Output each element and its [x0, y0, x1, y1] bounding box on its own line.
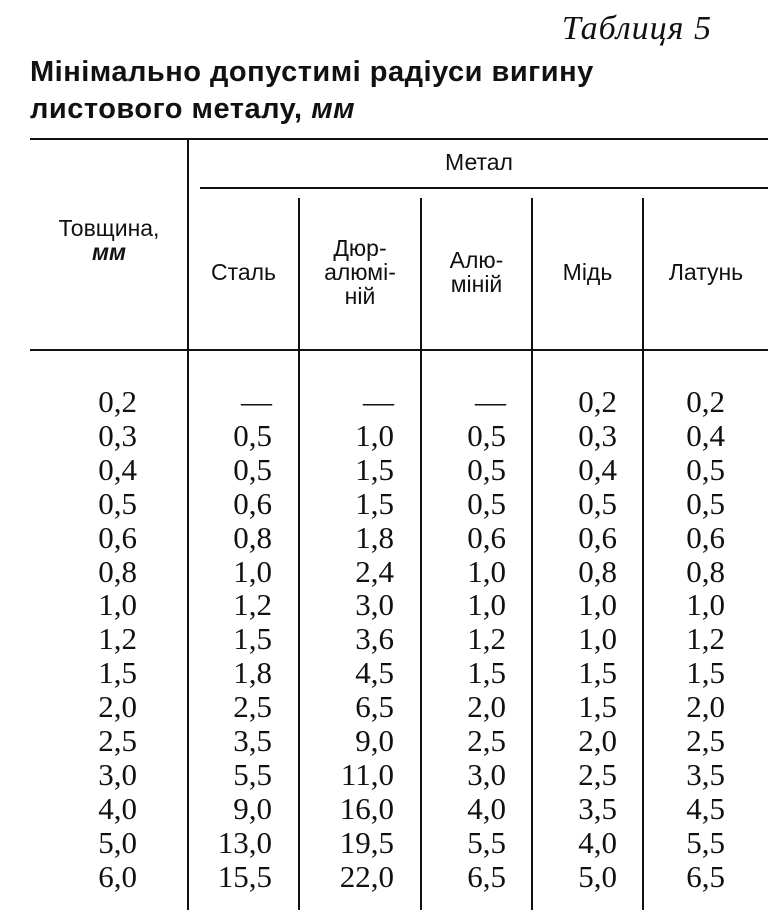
- thickness-cell: 0,8: [98, 554, 137, 589]
- radius-cell: 1,5: [233, 621, 272, 656]
- radius-cell: 5,5: [467, 825, 506, 860]
- radius-cell: 3,0: [467, 757, 506, 792]
- radius-cell: 1,0: [578, 621, 617, 656]
- radius-cell: 1,0: [578, 587, 617, 622]
- thickness-header: [30, 216, 188, 264]
- radius-cell: 0,5: [233, 452, 272, 487]
- radius-cell: 15,5: [217, 859, 272, 894]
- column-header-line: ній: [344, 283, 376, 309]
- radius-cell: 2,0: [578, 723, 617, 758]
- radius-cell: 9,0: [355, 723, 394, 758]
- radius-cell: 1,2: [686, 621, 725, 656]
- column-header-line: Латунь: [668, 259, 744, 285]
- radius-cell: —: [241, 384, 272, 419]
- radius-cell: 3,6: [355, 621, 394, 656]
- radius-cell: 0,6: [578, 520, 617, 555]
- radius-cell: 4,0: [467, 791, 506, 826]
- group-header-rule: [200, 187, 768, 189]
- radius-cell: 3,0: [355, 587, 394, 622]
- radius-cell: 1,0: [686, 587, 725, 622]
- thickness-cell: 2,0: [98, 689, 137, 724]
- thickness-header-label: Товщина,: [58, 215, 160, 241]
- column-header-line: Мідь: [562, 259, 613, 285]
- radius-cell: 2,5: [467, 723, 506, 758]
- radius-cell: 1,0: [467, 554, 506, 589]
- radius-cell: 19,5: [339, 825, 394, 860]
- radius-cell: 2,0: [686, 689, 725, 724]
- title-line-1: Мінімально допустимі радіуси вигину: [30, 56, 594, 88]
- title-unit: мм: [311, 93, 356, 125]
- column-header-line: Дюр-: [333, 235, 387, 261]
- column-header-copper: [533, 260, 642, 284]
- thickness-cell: 0,6: [98, 520, 137, 555]
- thickness-cell: 0,5: [98, 486, 137, 521]
- radius-cell: 2,5: [578, 757, 617, 792]
- radius-cell: 9,0: [233, 791, 272, 826]
- radius-cell: 0,5: [578, 486, 617, 521]
- column-header-brass: [644, 260, 768, 284]
- radius-cell: 5,0: [578, 859, 617, 894]
- title-line-2-text: листового металу,: [30, 93, 303, 125]
- thickness-cell: 1,5: [98, 655, 137, 690]
- thickness-cell: 0,2: [98, 384, 137, 419]
- radius-cell: 0,5: [467, 452, 506, 487]
- radius-cell: 11,0: [340, 757, 394, 792]
- radius-cell: 1,5: [467, 655, 506, 690]
- radius-cell: 0,5: [686, 452, 725, 487]
- radius-cell: 0,8: [686, 554, 725, 589]
- radius-cell: 6,5: [686, 859, 725, 894]
- thickness-cell: 0,4: [98, 452, 137, 487]
- column-header-steel: [189, 260, 298, 284]
- radius-cell: 1,2: [467, 621, 506, 656]
- column-header-aluminium: [422, 248, 531, 296]
- radius-cell: 1,0: [355, 418, 394, 453]
- radius-cell: 0,6: [467, 520, 506, 555]
- radius-cell: 3,5: [233, 723, 272, 758]
- radius-cell: 2,5: [686, 723, 725, 758]
- column-header-line: Алю-: [449, 247, 504, 273]
- radius-cell: —: [363, 384, 394, 419]
- radius-cell: 22,0: [339, 859, 394, 894]
- radius-cell: 0,5: [467, 418, 506, 453]
- radius-cell: 2,5: [233, 689, 272, 724]
- radius-cell: 0,5: [467, 486, 506, 521]
- radius-cell: 2,0: [467, 689, 506, 724]
- radius-cell: 3,5: [686, 757, 725, 792]
- metal-group-header: Метал: [445, 149, 513, 175]
- radius-cell: 5,5: [686, 825, 725, 860]
- column-header-duralumin: [300, 236, 420, 308]
- radius-cell: 6,5: [355, 689, 394, 724]
- radius-cell: 0,6: [233, 486, 272, 521]
- thickness-cell: 3,0: [98, 757, 137, 792]
- radius-cell: —: [475, 384, 506, 419]
- radius-cell: 16,0: [339, 791, 394, 826]
- thickness-cell: 1,2: [98, 621, 137, 656]
- table-label: Таблиця 5: [561, 10, 712, 47]
- radius-cell: 5,5: [233, 757, 272, 792]
- radius-cell: 1,5: [578, 689, 617, 724]
- radius-cell: 6,5: [467, 859, 506, 894]
- radius-cell: 4,5: [686, 791, 725, 826]
- radius-cell: 0,8: [578, 554, 617, 589]
- column-header-line: Сталь: [210, 259, 277, 285]
- header-bottom-rule: [30, 349, 768, 351]
- thickness-header-unit: мм: [91, 239, 127, 265]
- radius-cell: 1,0: [467, 587, 506, 622]
- radius-cell: 0,2: [686, 384, 725, 419]
- radius-cell: 1,2: [233, 587, 272, 622]
- radius-cell: 1,8: [233, 655, 272, 690]
- radius-cell: 0,8: [233, 520, 272, 555]
- radius-cell: 0,5: [233, 418, 272, 453]
- thickness-cell: 2,5: [98, 723, 137, 758]
- radius-cell: 13,0: [217, 825, 272, 860]
- radius-cell: 3,5: [578, 791, 617, 826]
- thickness-cell: 4,0: [98, 791, 137, 826]
- radius-cell: 1,5: [355, 452, 394, 487]
- radius-cell: 0,2: [578, 384, 617, 419]
- radius-cell: 2,4: [355, 554, 394, 589]
- radius-cell: 0,6: [686, 520, 725, 555]
- radius-cell: 1,8: [355, 520, 394, 555]
- thickness-cell: 5,0: [98, 825, 137, 860]
- radius-cell: 4,0: [578, 825, 617, 860]
- radius-cell: 4,5: [355, 655, 394, 690]
- thickness-cell: 0,3: [98, 418, 137, 453]
- radius-cell: 0,5: [686, 486, 725, 521]
- thickness-cell: 1,0: [98, 587, 137, 622]
- radius-cell: 1,5: [578, 655, 617, 690]
- radius-cell: 1,5: [686, 655, 725, 690]
- radius-cell: 0,4: [686, 418, 725, 453]
- table-top-rule: [30, 138, 768, 140]
- thickness-cell: 6,0: [98, 859, 137, 894]
- radius-cell: 0,4: [578, 452, 617, 487]
- column-header-line: алюмі-: [324, 259, 396, 285]
- title-line-2: [30, 91, 750, 128]
- radius-cell: 1,5: [355, 486, 394, 521]
- column-header-line: міній: [450, 271, 503, 297]
- radius-cell: 0,3: [578, 418, 617, 453]
- table-title: [30, 54, 750, 128]
- radius-cell: 1,0: [233, 554, 272, 589]
